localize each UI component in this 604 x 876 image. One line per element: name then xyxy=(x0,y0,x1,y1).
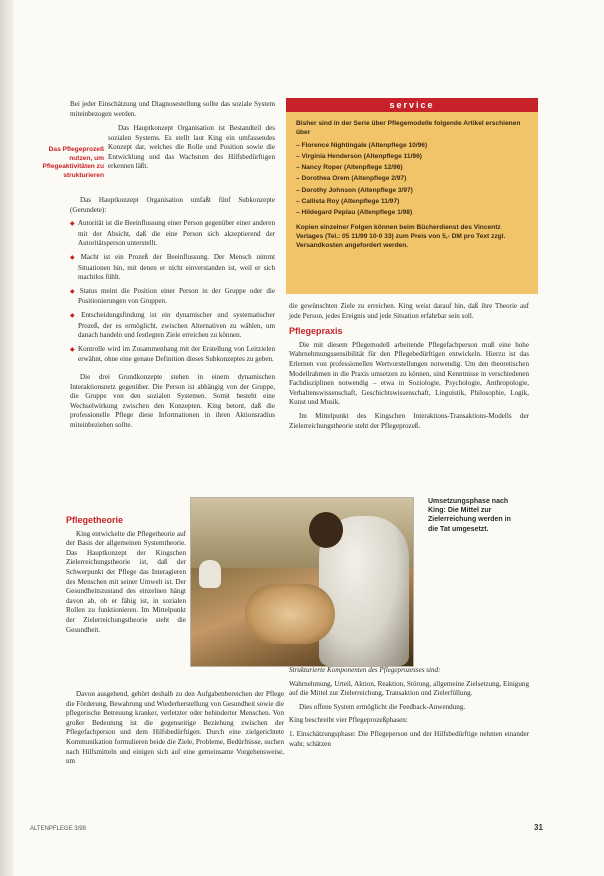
paragraph: Davon ausgehend, gehört deshalb zu den Aufgabenbereichen der Pflege die Förderung, Bewahrung und Wiederherstellung von Gesundheit sowie die pflegerische Betreuung kranker, verletzter oder behinderter Menschen. Von großer Bedeutung ist die gegenseitige Beziehung zwischen der Pflegefachperson und dem Hilfsbedürftigen. Durch eine zielgerichtete Kommunikation formulieren beide die Ziele, Probleme, Bedürfnisse, suchen nach Hilfsmitteln und einigen sich auf eine gemeinsame Vorgehensweise, um xyxy=(66,690,284,766)
paragraph: Die mit diesem Pflegemodell arbeitende Pflegefachperson muß eine hohe Wahrnehmungssensibilität für den Pflegebedürftigen entwickeln. Hierzu ist das Erlernen von professionellen Wertvorstellungen notwendig. Um den theoretischen Modellrahmen in die Praxis umsetzen zu können, sind Kenntnisse in verschiedenen Fachdisziplinen notwendig – etwa in Soziologie, Psychologie, Anthropologie, Verhaltenswissenschaft, Geschichtswissenschaft, Linguistik, Philosophie, Logik, Kunst und Musik. xyxy=(289,340,529,407)
bullet-item: ◆ Macht ist ein Prozeß der Beeinflussung. Der Mensch nimmt Situationen hin, mit denen er nicht einverstanden ist, weil er sich machtlos fühlt. xyxy=(70,253,275,283)
paragraph: die gewünschten Ziele zu erreichen. King weist darauf hin, daß ihre Theorie auf jede Person, jedes Ereignis und jede Situation erfahrbar sein soll. xyxy=(289,302,529,320)
service-list-item: – Florence Nightingale (Altenpflege 10/96) xyxy=(296,142,528,151)
service-list-item: – Dorothy Johnson (Altenpflege 3/97) xyxy=(296,187,528,196)
column-left-upper xyxy=(70,100,275,123)
service-list-item: – Virginia Henderson (Altenpflege 11/96) xyxy=(296,153,528,162)
section-title-praxis: Pflegepraxis xyxy=(289,326,343,337)
service-list-item: – Dorothea Orem (Altenpflege 2/97) xyxy=(296,175,528,184)
section-title-theorie: Pflegetheorie xyxy=(66,515,124,525)
paragraph: Dies offene System ermöglicht die Feedback-Anwendung. xyxy=(299,702,466,711)
column-left-list xyxy=(70,196,275,434)
service-outro: Kopien einzelner Folgen können beim Bücherdienst des Vincentz Verlages (Tel.: 05 11/99 10-0 33) zum Preis von 5,- DM pro Text zzgl. Versandkosten angefordert werden. xyxy=(296,224,506,249)
column-left-bottom xyxy=(66,690,284,771)
footer-issue: ALTENPFLEGE 3/98 xyxy=(30,826,86,832)
paragraph: King beschreibt vier Pflegeprozeßphasen: xyxy=(289,716,408,725)
column-right-lower xyxy=(289,666,529,753)
column-right xyxy=(289,302,529,435)
bullet-item: ◆ Autorität ist die Beeinflussung einer Person gegenüber einer anderen mit der Absicht, daß die eine Person sich akzeptierend der Autoritätsperson unterstellt. xyxy=(70,219,275,249)
page-binding-shadow xyxy=(0,0,14,876)
service-list-item: – Callista Roy (Altenpflege 11/97) xyxy=(296,198,528,207)
paragraph: Im Mittelpunkt des Kingschen Interaktions-Transaktions-Modells der Zielerreichungstheorie steht der Pflegeprozeß. xyxy=(289,411,529,430)
paragraph: Das Hauptkonzept Organisation umfaßt fünf Subkonzepte (Gerundete): xyxy=(70,196,275,214)
nurse-with-child-photo xyxy=(190,497,414,667)
bullet-item: ◆ Kontrolle wird im Zusammenhang mit der Erstellung von Leitzielen erwähnt, ohne eine genaue Definition dieses Subkonzeptes zu geben. xyxy=(70,345,275,365)
service-intro: Bisher sind in der Serie über Pflegemodelle folgende Artikel erschienen über xyxy=(296,120,521,136)
photo-caption: Umsetzungsphase nach King: Die Mittel zur Zielerreichung werden in die Tat umgesetzt. xyxy=(428,498,511,533)
paragraph: Das Hauptkonzept Organisation ist Bestandteil des sozialen Systems. Es stellt laut King ein umfassendes Konzept dar, welches die Rolle und Position sowie die Entwicklung und das Wachstum des Hilfsbedürftigen erkennen läßt. xyxy=(108,124,275,171)
bullet-item: ◆ Entscheidungsfindung ist ein dynamischer und systematischer Prozeß, der es ermöglicht, zwischen Alternativen zu wählen, um danach handeln und festlegten Ziele erreichen zu können. xyxy=(70,311,275,341)
page-number: 31 xyxy=(534,823,543,832)
service-box xyxy=(286,98,538,294)
service-list-item: – Nancy Roper (Altenpflege 12/96) xyxy=(296,164,528,173)
paragraph: 1. Einschätzungsphase: Die Pflegeperson und der Hilfsbedürftige nehmen einander wahr, schätzen xyxy=(289,729,529,748)
paragraph: Die drei Grundkonzepte stehen in einem dynamischen Interaktionsnetz gegenüber. Die Person ist abhängig von der Gruppe, die Gruppe von den sozialen Systemen. Somit besteht eine Wechselwirkung zwischen den Konzepten. King betont, daß die professionelle Pflege diese Informationen in ihren Aktionsradius miteinbeziehen sollte. xyxy=(70,372,275,429)
service-list-item: – Hildegard Peplau (Altenpflege 1/98) xyxy=(296,209,528,218)
bullet-item: ◆ Status meint die Position einer Person in der Gruppe oder die Positionierungen von Gruppen. xyxy=(70,287,275,307)
margin-callout: Das Pflegeprozeß nutzen, um Pflegeaktivitäten zu strukturieren xyxy=(42,146,104,179)
column-left-theorie xyxy=(66,516,186,639)
paragraph: Strukturierte Komponenten des Pflegeprozesses sind: xyxy=(289,666,441,674)
service-heading: service xyxy=(286,98,538,112)
service-list xyxy=(296,142,528,219)
paragraph: King entwickelte die Pflegetheorie auf der Basis der allgemeinen Systemtheorie. Das Hauptkonzept der Kingschen Zielerreichungstheorie ist, daß der Schwerpunkt der Pflege das Interagieren des Menschen mit seiner Umwelt ist. Der Gesundheitszustand des einzelnen hängt davon ab, ob er fähig ist, in sozialen Rollen zu funktionieren. Im Mittelpunkt der Zielerreichungstheorie steht die Gesundheit. xyxy=(66,529,186,634)
column-left-organisation xyxy=(108,124,275,176)
paragraph: Bei jeder Einschätzung und Diagnosestellung sollte das soziale System miteinbezogen werden. xyxy=(70,100,275,118)
service-body xyxy=(286,112,538,259)
paragraph: Wahrnehmung, Urteil, Aktion, Reaktion, Störung, allgemeine Zielsetzung, Einigung auf die Mittel zur Zielerreichung, Transaktion und Zielerfüllung. xyxy=(289,679,529,698)
